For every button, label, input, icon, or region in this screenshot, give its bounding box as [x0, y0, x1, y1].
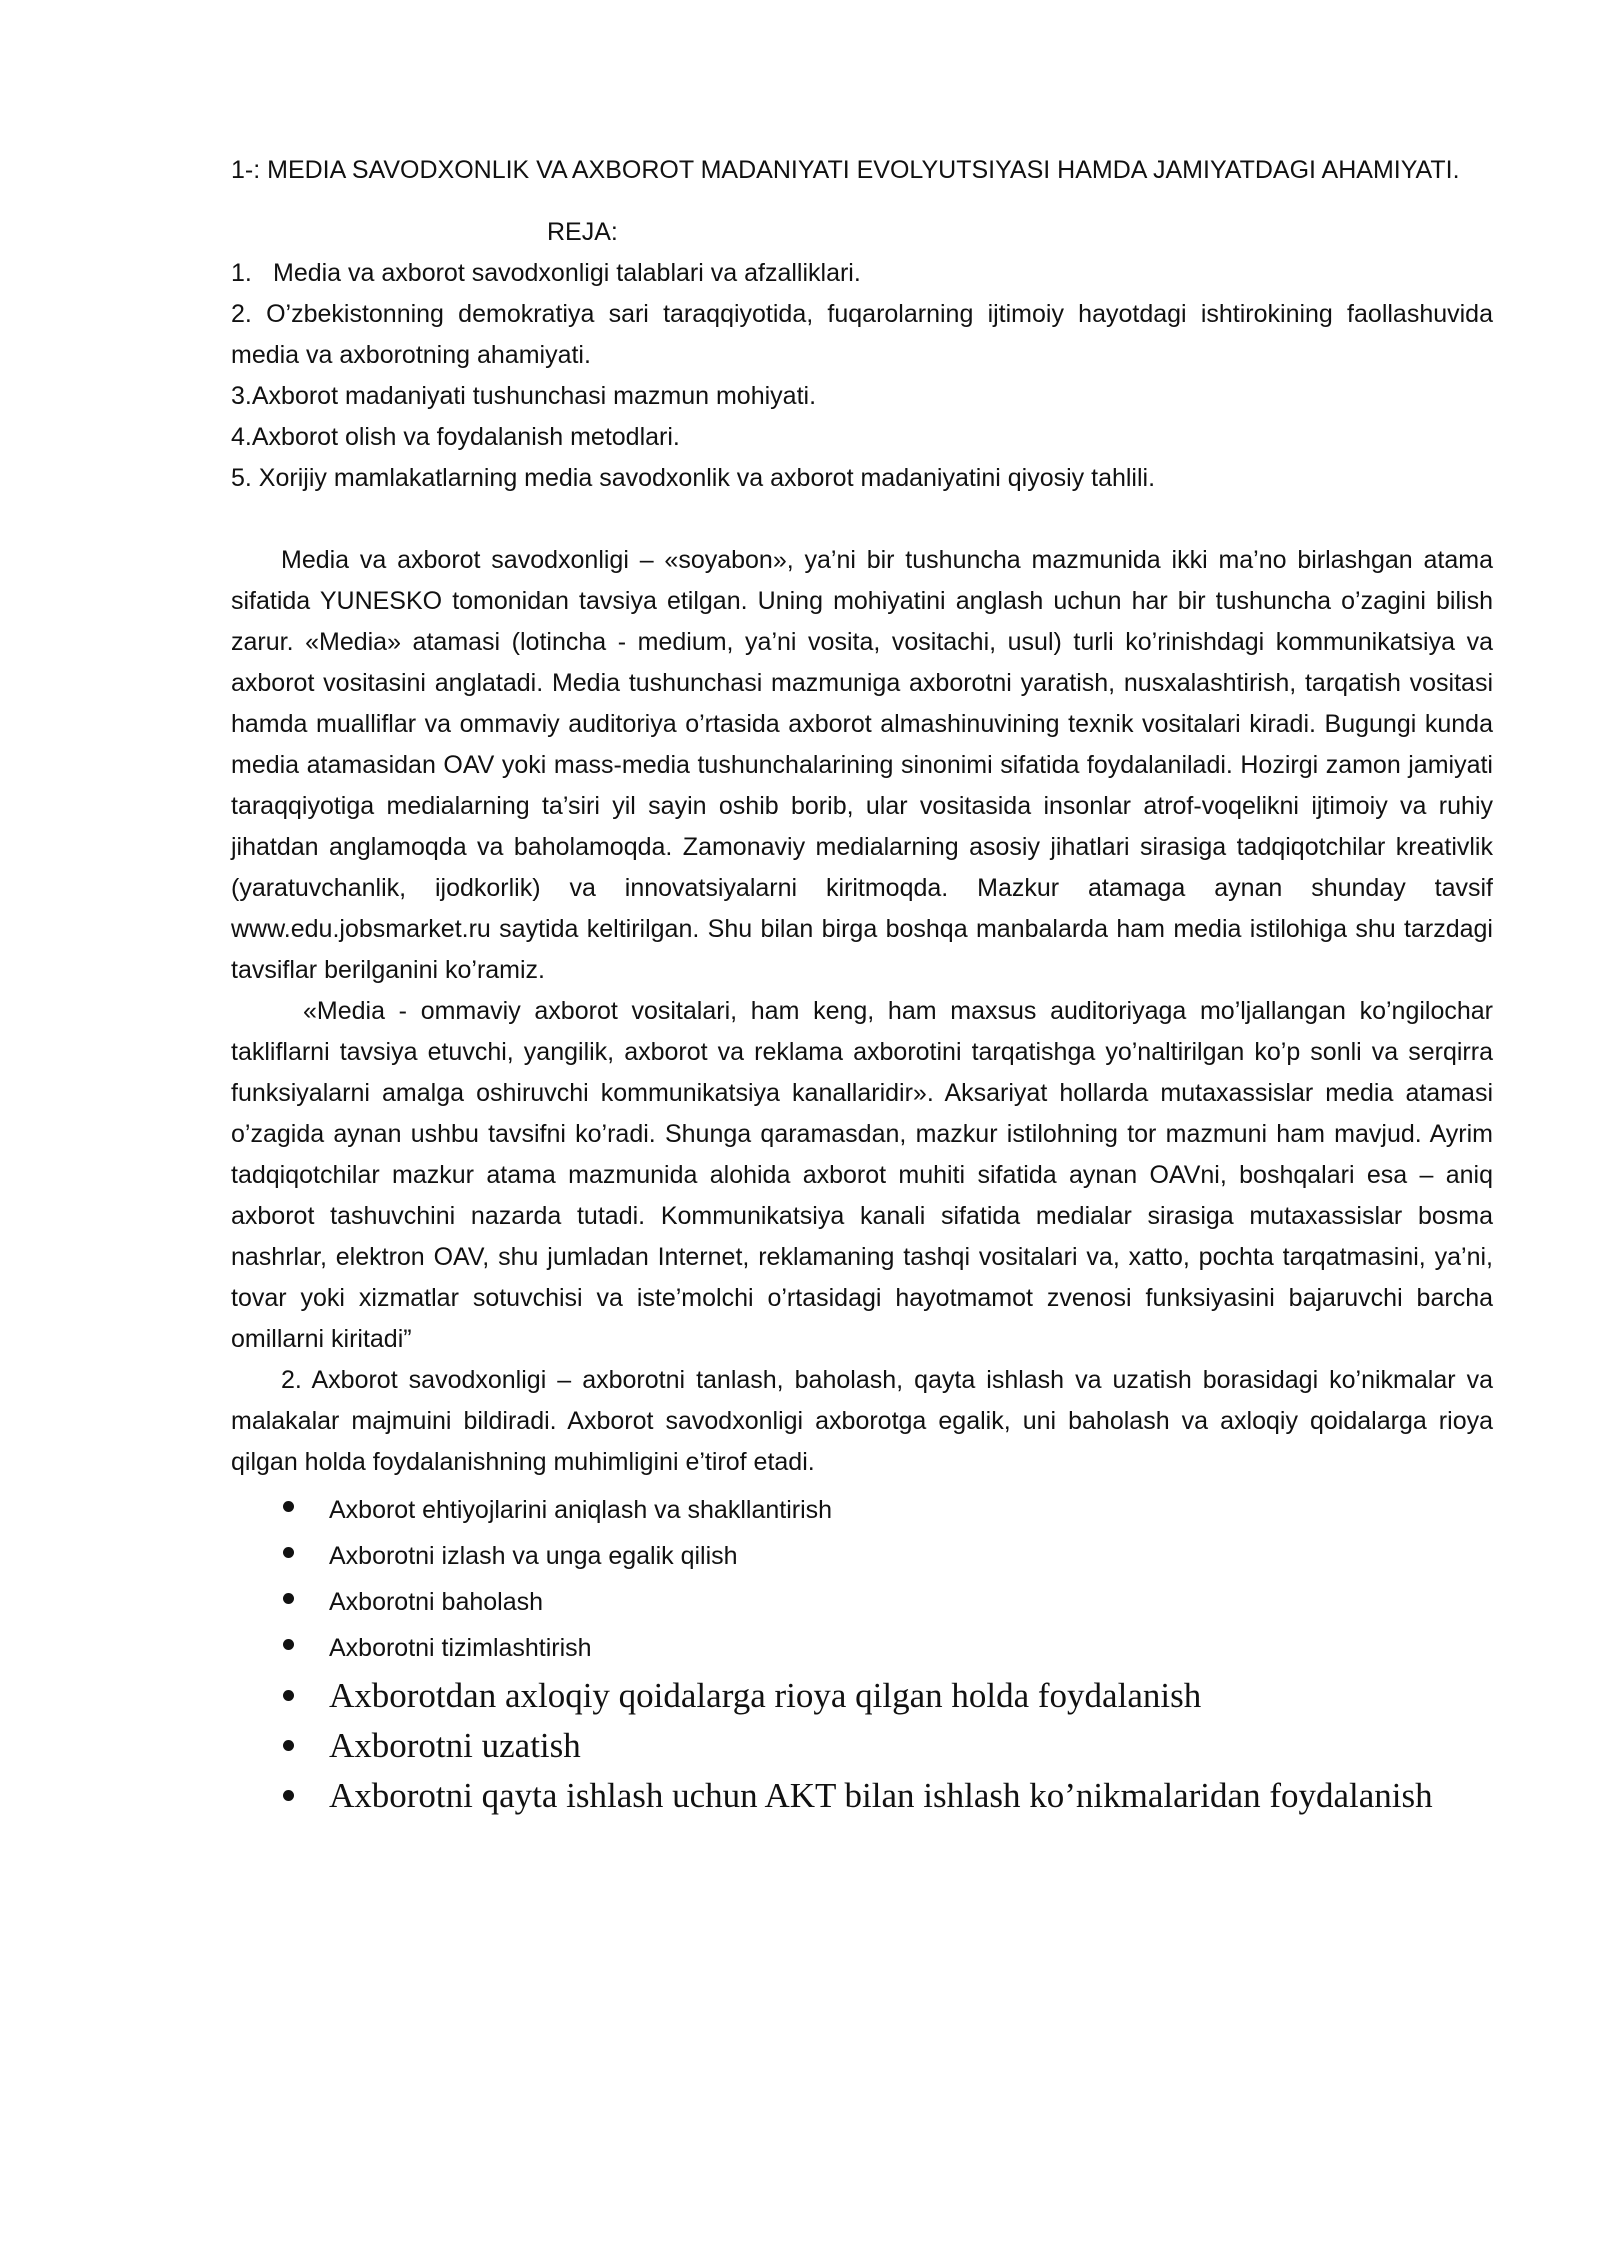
- plan-list: [231, 253, 1493, 499]
- bullet-text: Axborotni uzatish: [329, 1726, 581, 1765]
- bullet-dot-icon: [283, 1790, 294, 1801]
- bullet-dot-icon: [283, 1639, 294, 1650]
- plan-item-number: 5.: [231, 464, 252, 492]
- document-content: [231, 150, 1493, 1821]
- bullet-item: [231, 1721, 1493, 1771]
- plan-item-text: Media va axborot savodxonligi talablari va afzalliklari.: [273, 259, 861, 287]
- bullet-dot-icon: [283, 1690, 294, 1701]
- plan-item: [231, 376, 1493, 417]
- bullet-text: Axborotni tizimlashtirish: [329, 1634, 592, 1662]
- paragraph-media-literacy: Media va axborot savodxonligi – «soyabon», ya’ni bir tushuncha mazmunida ikki ma’no birlashgan atama sifatida YUNESKO tomonidan tavsiya etilgan. Uning mohiyatini anglash uchun har bir tushuncha o’zagini bilish zarur. «Media» atamasi (lotincha - medium, ya’ni vosita, vositachi, usul) turli ko’rinishdagi kommunikatsiya va axborot vositasini anglatadi. Media tushunchasi mazmuniga axborotni yaratish, nusxalashtirish, tarqatish vositasi hamda mualliflar va ommaviy auditoriya o’rtasida axborot almashinuvining texnik vositalari kiradi. Bugungi kunda media atamasidan OAV yoki mass-media tushunchalarining sinonimi sifatida foydalaniladi. Hozirgi zamon jamiyati taraqqiyotiga medialarning ta’siri yil sayin oshib borib, ular vositasida insonlar atrof-voqelikni ijtimoiy va ruhiy jihatdan anglamoqda va baholamoqda. Zamonaviy medialarning asosiy jihatlari sirasiga tadqiqotchilar kreativlik (yaratuvchanlik, ijodkorlik) va innovatsiyalarni kiritmoqda. Mazkur atamaga aynan shunday tavsif www.edu.jobsmarket.ru saytida keltirilgan. Shu bilan birga boshqa manbalarda ham media istilohiga shu tarzdagi tavsiflar berilganini ko’ramiz.: [231, 546, 1493, 984]
- plan-item-text: Axborot madaniyati tushunchasi mazmun mohiyati.: [251, 382, 817, 410]
- plan-item-number: 2.: [231, 300, 252, 328]
- bullet-dot-icon: [283, 1740, 294, 1751]
- plan-item: [231, 253, 1493, 294]
- bullet-item: [231, 1487, 1493, 1533]
- paragraph-media-definition: «Media - ommaviy axborot vositalari, ham keng, ham maxsus auditoriyaga mo’ljallangan ko’ngilochar takliflarni tavsiya etuvchi, yangilik, axborot va reklama axborotini tarqatishga yo’naltirilgan ko’p sonli va serqirra funksiyalarni amalga oshiruvchi kommunikatsiya kanallaridir». Aksariyat hollarda mutaxassislar media atamasi o’zagida aynan ushbu tavsifni ko’radi. Shunga qaramasdan, mazkur istilohning tor mazmuni ham mavjud. Ayrim tadqiqotchilar mazkur atama mazmunida alohida axborot muhiti sifatida aynan OAVni, boshqalari esa – aniq axborot tashuvchini nazarda tutadi. Kommunikatsiya kanali sifatida medialar sirasiga mutaxassislar bosma nashrlar, elektron OAV, shu jumladan Internet, reklamaning tashqi vositalari va, xatto, pochta tarqatmasini, ya’ni, tovar yoki xizmatlar sotuvchisi va iste’molchi o’rtasidagi hayotmamot zvenosi funksiyasini bajaruvchi barcha omillarni kiritadi”: [231, 997, 1493, 1353]
- bullet-dot-icon: [283, 1593, 294, 1604]
- bullet-text: Axborot ehtiyojlarini aniqlash va shakllantirish: [329, 1496, 833, 1524]
- plan-item-text: Xorijiy mamlakatlarning media savodxonlik va axborot madaniyatini qiyosiy tahlili.: [251, 464, 1156, 492]
- plan-item-number: 3.: [231, 382, 252, 410]
- bullet-item: [231, 1771, 1493, 1821]
- bullet-dot-icon: [283, 1501, 294, 1512]
- bullet-text: Axborotni baholash: [329, 1588, 544, 1616]
- document-title: 1-: MEDIA SAVODXONLIK VA AXBOROT MADANIYATI EVOLYUTSIYASI HAMDA JAMIYATDAGI AHAMIYATI.: [231, 156, 1460, 184]
- bullet-item: [231, 1533, 1493, 1579]
- plan-item-text: Axborot olish va foydalanish metodlari.: [251, 423, 680, 451]
- plan-item-number: 4.: [231, 423, 252, 451]
- bullet-item: [231, 1625, 1493, 1671]
- plan-item: [231, 458, 1493, 499]
- plan-item: [231, 417, 1493, 458]
- plan-item-text: O’zbekistonning demokratiya sari taraqqiyotida, fuqarolarning ijtimoiy hayotdagi ishtirokining faollashuvida media va axborotning ahamiyati.: [231, 300, 1493, 369]
- plan-item: [231, 294, 1493, 376]
- paragraph-information-literacy: 2. Axborot savodxonligi – axborotni tanlash, baholash, qayta ishlash va uzatish borasidagi ko’nikmalar va malakalar majmuini bildiradi. Axborot savodxonligi axborotga egalik, uni baholash va axloqiy qoidalarga rioya qilgan holda foydalanishning muhimligini e’tirof etadi.: [231, 1366, 1493, 1476]
- plan-heading: REJA:: [547, 218, 618, 246]
- bullet-text: Axborotdan axloqiy qoidalarga rioya qilgan holda foydalanish: [329, 1676, 1202, 1715]
- bullet-item: [231, 1579, 1493, 1625]
- bullet-text: Axborotni izlash va unga egalik qilish: [329, 1542, 738, 1570]
- bullet-dot-icon: [283, 1547, 294, 1558]
- bullet-item: [231, 1671, 1493, 1721]
- skills-bullet-list: [231, 1487, 1493, 1821]
- bullet-text: Axborotni qayta ishlash uchun AKT bilan ishlash ko’nikmalaridan foydalanish: [329, 1776, 1433, 1815]
- plan-item-number: 1.: [231, 259, 252, 287]
